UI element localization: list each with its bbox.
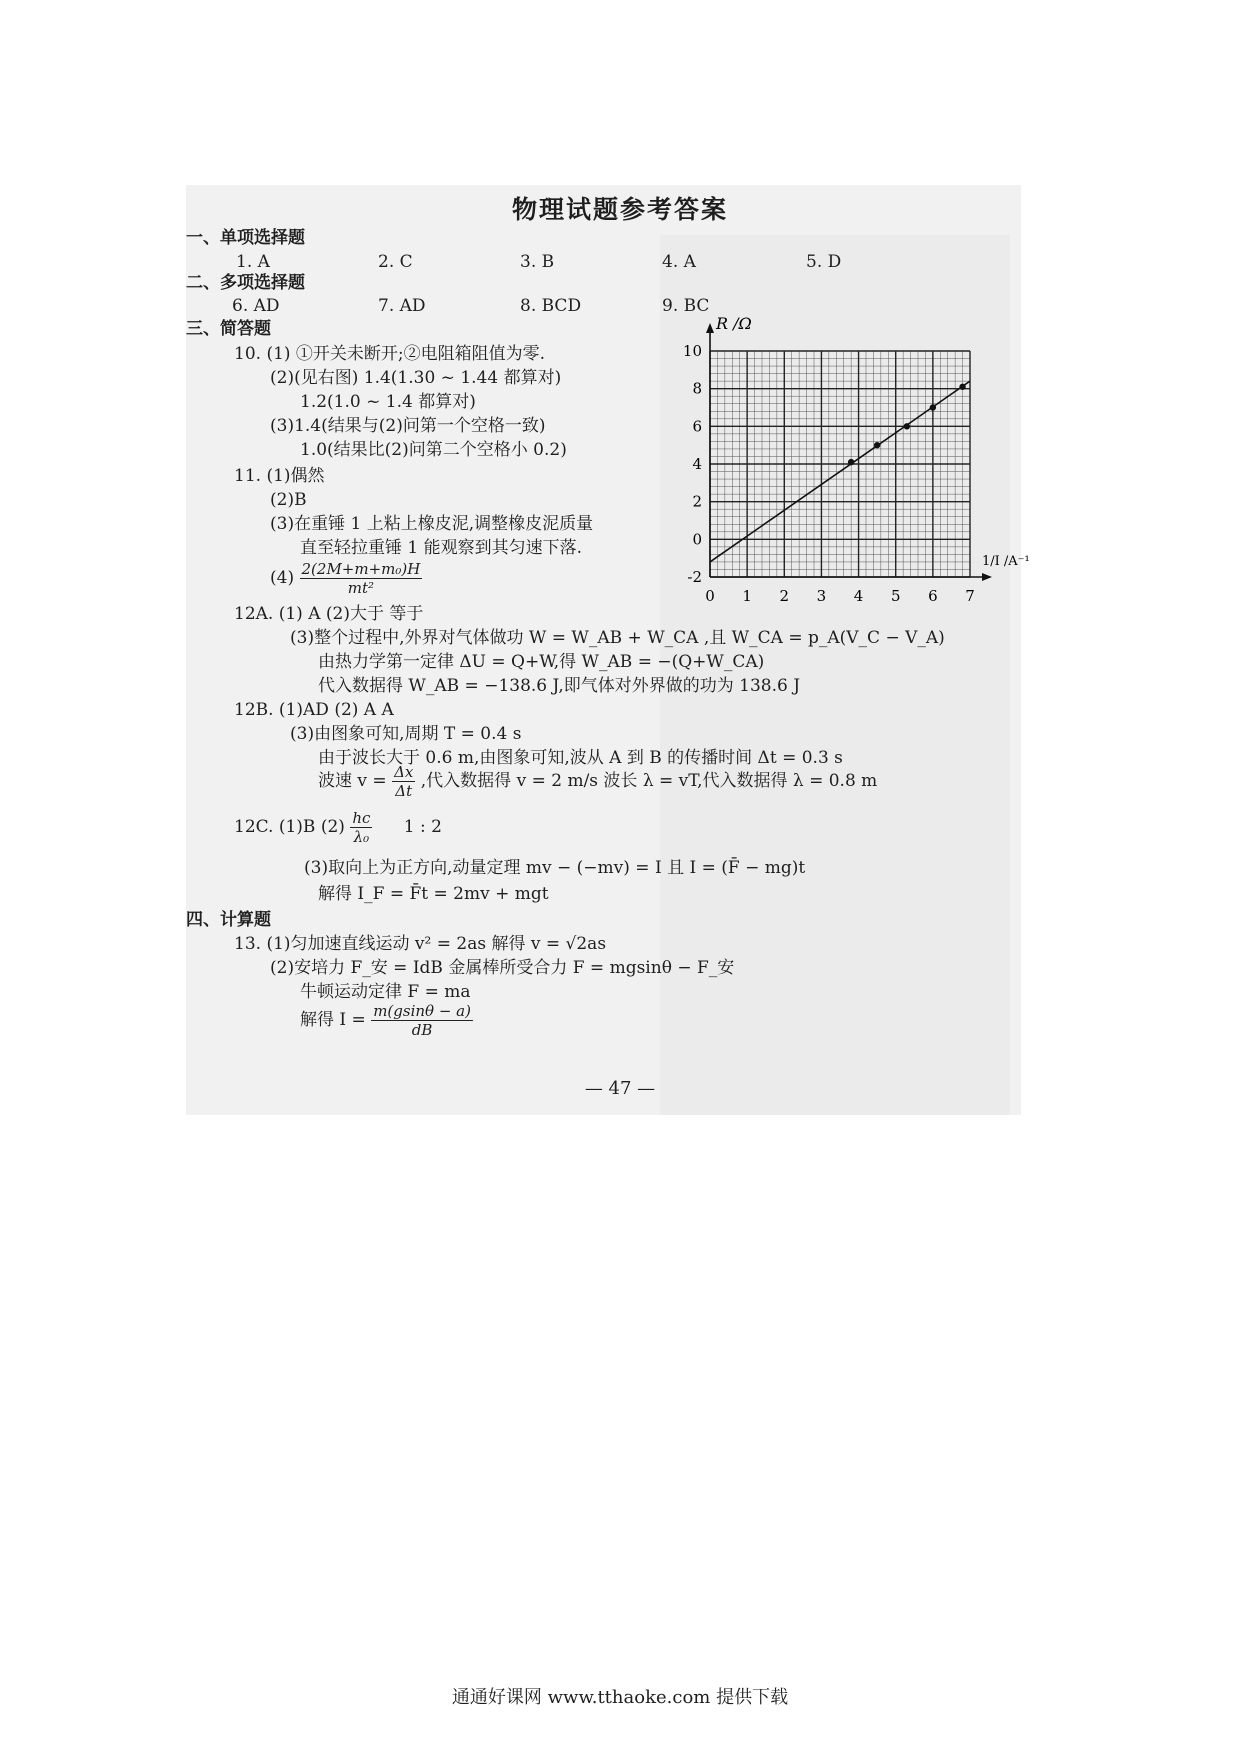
fraction-numerator: hc bbox=[352, 809, 371, 827]
x-tick-label: 4 bbox=[853, 587, 864, 605]
q12a-line: (3)整个过程中,外界对气体做功 W = W_AB + W_CA ,且 W_CA = p_A(V_C − V_A) bbox=[290, 628, 945, 648]
x-tick-label: 2 bbox=[779, 587, 790, 605]
solution-fraction bbox=[371, 1002, 473, 1039]
q11-fraction bbox=[300, 560, 423, 597]
data-point bbox=[904, 423, 910, 429]
q12b-speed-suffix: ,代入数据得 v = 2 m/s 波长 λ = vT,代入数据得 λ = 0.8 m bbox=[420, 771, 878, 791]
hc-fraction bbox=[350, 809, 372, 846]
x-tick-label: 6 bbox=[928, 587, 938, 605]
y-axis-label: R /Ω bbox=[716, 314, 752, 333]
q13-solution-prefix: 解得 I = bbox=[300, 1010, 366, 1030]
q12a-line: 代入数据得 W_AB = −138.6 J,即气体对外界做的功为 138.6 J bbox=[318, 676, 801, 696]
fraction-denominator: λ₀ bbox=[353, 828, 370, 846]
q13-solution bbox=[300, 1000, 473, 1040]
x-axis-label: 1/I /A⁻¹ bbox=[982, 554, 1030, 569]
fraction-denominator: Δt bbox=[395, 782, 413, 800]
q12b-line: (3)由图象可知,周期 T = 0.4 s bbox=[290, 724, 522, 744]
answer-item: 4. A bbox=[662, 252, 696, 272]
q12b-speed-line bbox=[318, 762, 877, 800]
y-tick-label: 0 bbox=[692, 530, 702, 549]
fraction-numerator: m(gsinθ − a) bbox=[373, 1002, 471, 1020]
q12c-line bbox=[234, 808, 442, 846]
chart-grid-major bbox=[710, 351, 970, 577]
q13-line: 牛顿运动定律 F = ma bbox=[300, 982, 471, 1002]
q10-line: (2)(见右图) 1.4(1.30 ~ 1.44 都算对) bbox=[270, 368, 562, 388]
q10-line: 1.2(1.0 ~ 1.4 都算对) bbox=[300, 392, 476, 412]
q12a-line: 12A. (1) A (2)大于 等于 bbox=[234, 604, 424, 624]
q12b-line: 由于波长大于 0.6 m,由图象可知,波从 A 到 B 的传播时间 Δt = 0.3 s bbox=[318, 748, 843, 768]
footer-credit: 通通好课网 www.tthaoke.com 提供下载 bbox=[451, 1687, 789, 1708]
x-axis-arrow bbox=[982, 573, 992, 581]
x-tick-label: 7 bbox=[965, 587, 975, 605]
speed-fraction bbox=[392, 763, 415, 800]
section1-heading: 一、单项选择题 bbox=[186, 228, 305, 248]
answer-item: 9. BC bbox=[662, 296, 710, 316]
x-tick-label: 0 bbox=[705, 587, 715, 605]
q11-line: (2)B bbox=[270, 490, 307, 510]
data-point bbox=[930, 404, 936, 410]
q10-line: 10. (1) ①开关未断开;②电阻箱阻值为零. bbox=[234, 344, 546, 364]
q12c-line: (3)取向上为正方向,动量定理 mv − (−mv) = I 且 I = (F̄ − mg)t bbox=[304, 858, 806, 878]
x-tick-label: 5 bbox=[890, 587, 901, 605]
page-number: — 47 — bbox=[584, 1078, 656, 1099]
r-vs-inverse-i-chart bbox=[680, 314, 1030, 605]
q12c-ratio: 1 : 2 bbox=[403, 817, 442, 837]
fraction-denominator: mt² bbox=[347, 579, 375, 597]
q10-line: (3)1.4(结果与(2)问第一个空格一致) bbox=[270, 416, 546, 436]
q11-line: 直至轻拉重锤 1 能观察到其匀速下落. bbox=[300, 538, 583, 558]
q11-part4-label: (4) bbox=[270, 568, 295, 588]
q11-part4 bbox=[270, 560, 422, 597]
section3-heading: 三、简答题 bbox=[186, 319, 271, 339]
y-tick-label: -2 bbox=[687, 568, 702, 586]
q12c-prefix: 12C. (1)B (2) bbox=[234, 817, 345, 837]
answer-item: 8. BCD bbox=[520, 296, 582, 316]
y-tick-label: 6 bbox=[692, 417, 702, 436]
fraction-numerator: 2(2M+m+m₀)H bbox=[301, 560, 421, 578]
page-title: 物理试题参考答案 bbox=[511, 195, 728, 224]
q13-line: 13. (1)匀加速直线运动 v² = 2as 解得 v = √2as bbox=[234, 934, 607, 954]
y-tick-label: 8 bbox=[692, 379, 702, 398]
answer-item: 1. A bbox=[236, 252, 270, 272]
x-tick-label: 1 bbox=[742, 587, 752, 605]
data-point bbox=[848, 459, 854, 465]
data-point bbox=[959, 384, 965, 390]
q13-line: (2)安培力 F_安 = IdB 金属棒所受合力 F = mgsinθ − F_安 bbox=[270, 958, 735, 978]
y-tick-label: 10 bbox=[682, 342, 702, 360]
q12b-speed-prefix: 波速 v = bbox=[318, 771, 387, 791]
q11-line: (3)在重锤 1 上粘上橡皮泥,调整橡皮泥质量 bbox=[270, 514, 594, 534]
answer-item: 2. C bbox=[378, 252, 413, 272]
answer-item: 7. AD bbox=[378, 296, 426, 316]
y-tick-label: 4 bbox=[692, 455, 702, 473]
q11-line: 11. (1)偶然 bbox=[234, 466, 325, 486]
q12b-line: 12B. (1)AD (2) A A bbox=[234, 700, 394, 720]
x-tick-label: 3 bbox=[816, 587, 827, 605]
q10-line: 1.0(结果比(2)问第二个空格小 0.2) bbox=[300, 440, 567, 460]
y-axis-arrow bbox=[706, 323, 714, 333]
chart-axes bbox=[706, 323, 992, 581]
q12a-line: 由热力学第一定律 ΔU = Q+W,得 W_AB = −(Q+W_CA) bbox=[318, 652, 765, 672]
data-point bbox=[874, 442, 880, 448]
section2-heading: 二、多项选择题 bbox=[186, 273, 305, 293]
fraction-denominator: dB bbox=[411, 1021, 433, 1039]
y-tick-label: 2 bbox=[692, 492, 702, 511]
q12c-line: 解得 I_F = F̄t = 2mv + mgt bbox=[318, 884, 549, 904]
fraction-numerator: Δx bbox=[394, 763, 414, 781]
answer-item: 6. AD bbox=[232, 296, 280, 316]
answer-item: 5. D bbox=[806, 252, 842, 272]
answer-item: 3. B bbox=[520, 252, 555, 272]
section4-heading: 四、计算题 bbox=[186, 910, 271, 930]
